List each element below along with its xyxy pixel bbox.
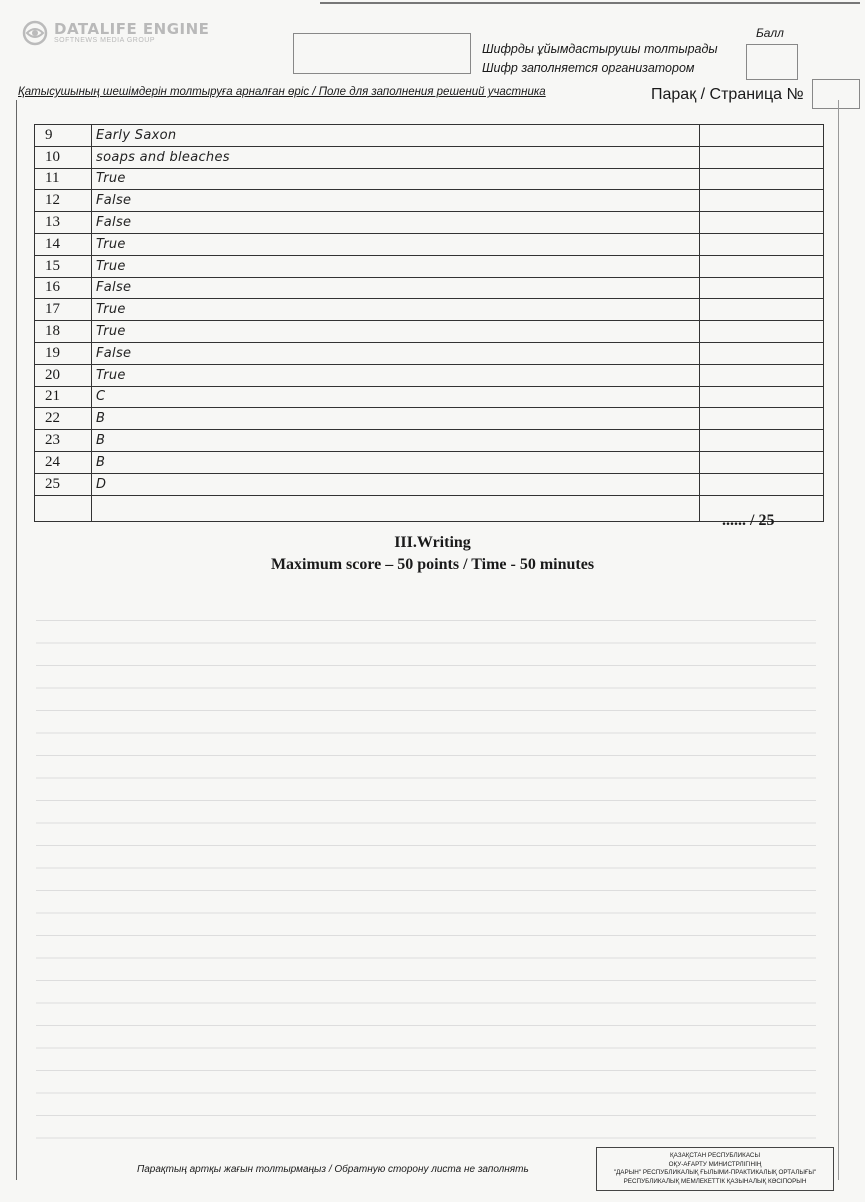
section-title: III.Writing xyxy=(394,534,471,551)
answer-text[interactable]: Early Saxon xyxy=(92,125,700,147)
answer-score-cell[interactable] xyxy=(700,364,824,386)
answer-score-cell[interactable] xyxy=(700,190,824,212)
answer-text[interactable]: True xyxy=(92,299,700,321)
question-number: 18 xyxy=(35,321,92,343)
stamp-line: РЕСПУБЛИКАЛЫҚ МЕМЛЕКЕТТІК ҚАЗЫНАЛЫҚ КӘСІПОРЫН xyxy=(623,1177,807,1185)
answer-row xyxy=(35,473,824,495)
empty-answer-row xyxy=(35,495,824,521)
answer-score-cell[interactable] xyxy=(700,168,824,190)
watermark-logo xyxy=(22,20,209,46)
answer-score-cell[interactable] xyxy=(700,321,824,343)
answers-table xyxy=(34,124,824,522)
answer-row xyxy=(35,364,824,386)
stamp-line: ҚАЗАҚСТАН РЕСПУБЛИКАСЫ xyxy=(669,1152,761,1159)
answer-text[interactable]: False xyxy=(92,342,700,364)
watermark-title: DATALIFE ENGINE xyxy=(54,19,210,38)
answer-score-cell[interactable] xyxy=(700,430,824,452)
question-number: 10 xyxy=(35,146,92,168)
answer-row xyxy=(35,146,824,168)
question-number: 25 xyxy=(35,473,92,495)
question-number: 21 xyxy=(35,386,92,408)
answer-row xyxy=(35,168,824,190)
answer-score-cell[interactable] xyxy=(700,146,824,168)
left-margin-line xyxy=(16,100,17,1180)
answer-row xyxy=(35,408,824,430)
answer-score-cell[interactable] xyxy=(700,408,824,430)
answer-row xyxy=(35,386,824,408)
answer-row xyxy=(35,255,824,277)
page-number-label: Парақ / Страница № xyxy=(651,86,804,103)
question-number: 15 xyxy=(35,255,92,277)
answer-text[interactable]: B xyxy=(92,430,700,452)
answer-score-cell[interactable] xyxy=(700,473,824,495)
score-box[interactable] xyxy=(746,44,798,80)
organizer-note xyxy=(482,40,718,78)
page-number-box[interactable] xyxy=(812,79,860,109)
question-number: 16 xyxy=(35,277,92,299)
answer-text[interactable]: B xyxy=(92,451,700,473)
stamp-line: ОҚУ-АҒАРТУ МИНИСТРЛІГІНІҢ xyxy=(668,1160,762,1168)
answer-text[interactable]: True xyxy=(92,255,700,277)
question-number: 13 xyxy=(35,212,92,234)
answer-text[interactable]: soaps and bleaches xyxy=(92,146,700,168)
answer-score-cell[interactable] xyxy=(700,255,824,277)
organizer-note-ru: Шифр заполняется организатором xyxy=(482,61,695,75)
watermark-subtitle: SOFTNEWS MEDIA GROUP xyxy=(54,36,156,44)
answer-text[interactable]: C xyxy=(92,386,700,408)
footer-note: Парақтың артқы жағын толтырмаңыз / Обратную сторону листа не заполнять xyxy=(137,1164,529,1175)
answer-score-cell[interactable] xyxy=(700,212,824,234)
answer-row xyxy=(35,430,824,452)
section-subtitle: Maximum score – 50 points / Time - 50 minutes xyxy=(270,556,595,573)
question-number: 14 xyxy=(35,233,92,255)
answer-row xyxy=(35,190,824,212)
answer-text[interactable]: True xyxy=(92,321,700,343)
answer-score-cell[interactable] xyxy=(700,386,824,408)
question-number: 22 xyxy=(35,408,92,430)
answer-text[interactable]: True xyxy=(92,233,700,255)
answer-score-cell[interactable] xyxy=(700,342,824,364)
question-number: 19 xyxy=(35,342,92,364)
section-heading xyxy=(0,532,865,576)
answer-text[interactable]: D xyxy=(92,473,700,495)
eye-logo-icon xyxy=(22,20,48,46)
cipher-box[interactable] xyxy=(293,33,471,74)
answer-score-cell[interactable] xyxy=(700,299,824,321)
official-stamp xyxy=(596,1147,834,1191)
question-number: 11 xyxy=(35,168,92,190)
answer-score-cell[interactable] xyxy=(700,277,824,299)
stamp-line: "ДАРЫН" РЕСПУБЛИКАЛЫҚ ҒЫЛЫМИ-ПРАКТИКАЛЫҚ ОРТАЛЫҒЫ" xyxy=(613,1169,817,1176)
answer-row xyxy=(35,125,824,147)
answer-score-cell[interactable] xyxy=(700,125,824,147)
answer-row xyxy=(35,342,824,364)
total-score: ...... / 25 xyxy=(722,512,775,529)
question-number: 23 xyxy=(35,430,92,452)
answer-row xyxy=(35,299,824,321)
answer-row xyxy=(35,277,824,299)
answer-row xyxy=(35,233,824,255)
field-title: Қатысушының шешімдерін толтыруға арналған өріс / Поле для заполнения решений участника xyxy=(18,86,546,98)
question-number: 17 xyxy=(35,299,92,321)
answer-score-cell[interactable] xyxy=(700,451,824,473)
answer-text[interactable]: False xyxy=(92,277,700,299)
empty-cell xyxy=(92,495,700,521)
question-number: 12 xyxy=(35,190,92,212)
question-number: 9 xyxy=(35,125,92,147)
score-label: Балл xyxy=(756,26,784,40)
organizer-note-kz: Шифрды ұйымдастырушы толтырады xyxy=(482,42,718,56)
answer-text[interactable]: B xyxy=(92,408,700,430)
empty-cell xyxy=(35,495,92,521)
answer-row xyxy=(35,212,824,234)
question-number: 20 xyxy=(35,364,92,386)
top-edge-bar xyxy=(320,0,860,4)
right-margin-line xyxy=(838,100,839,1180)
answer-text[interactable]: True xyxy=(92,364,700,386)
answer-text[interactable]: True xyxy=(92,168,700,190)
answer-row xyxy=(35,451,824,473)
answer-text[interactable]: False xyxy=(92,212,700,234)
question-number: 24 xyxy=(35,451,92,473)
answer-text[interactable]: False xyxy=(92,190,700,212)
writing-area[interactable] xyxy=(36,600,816,1145)
answer-score-cell[interactable] xyxy=(700,233,824,255)
answer-row xyxy=(35,321,824,343)
